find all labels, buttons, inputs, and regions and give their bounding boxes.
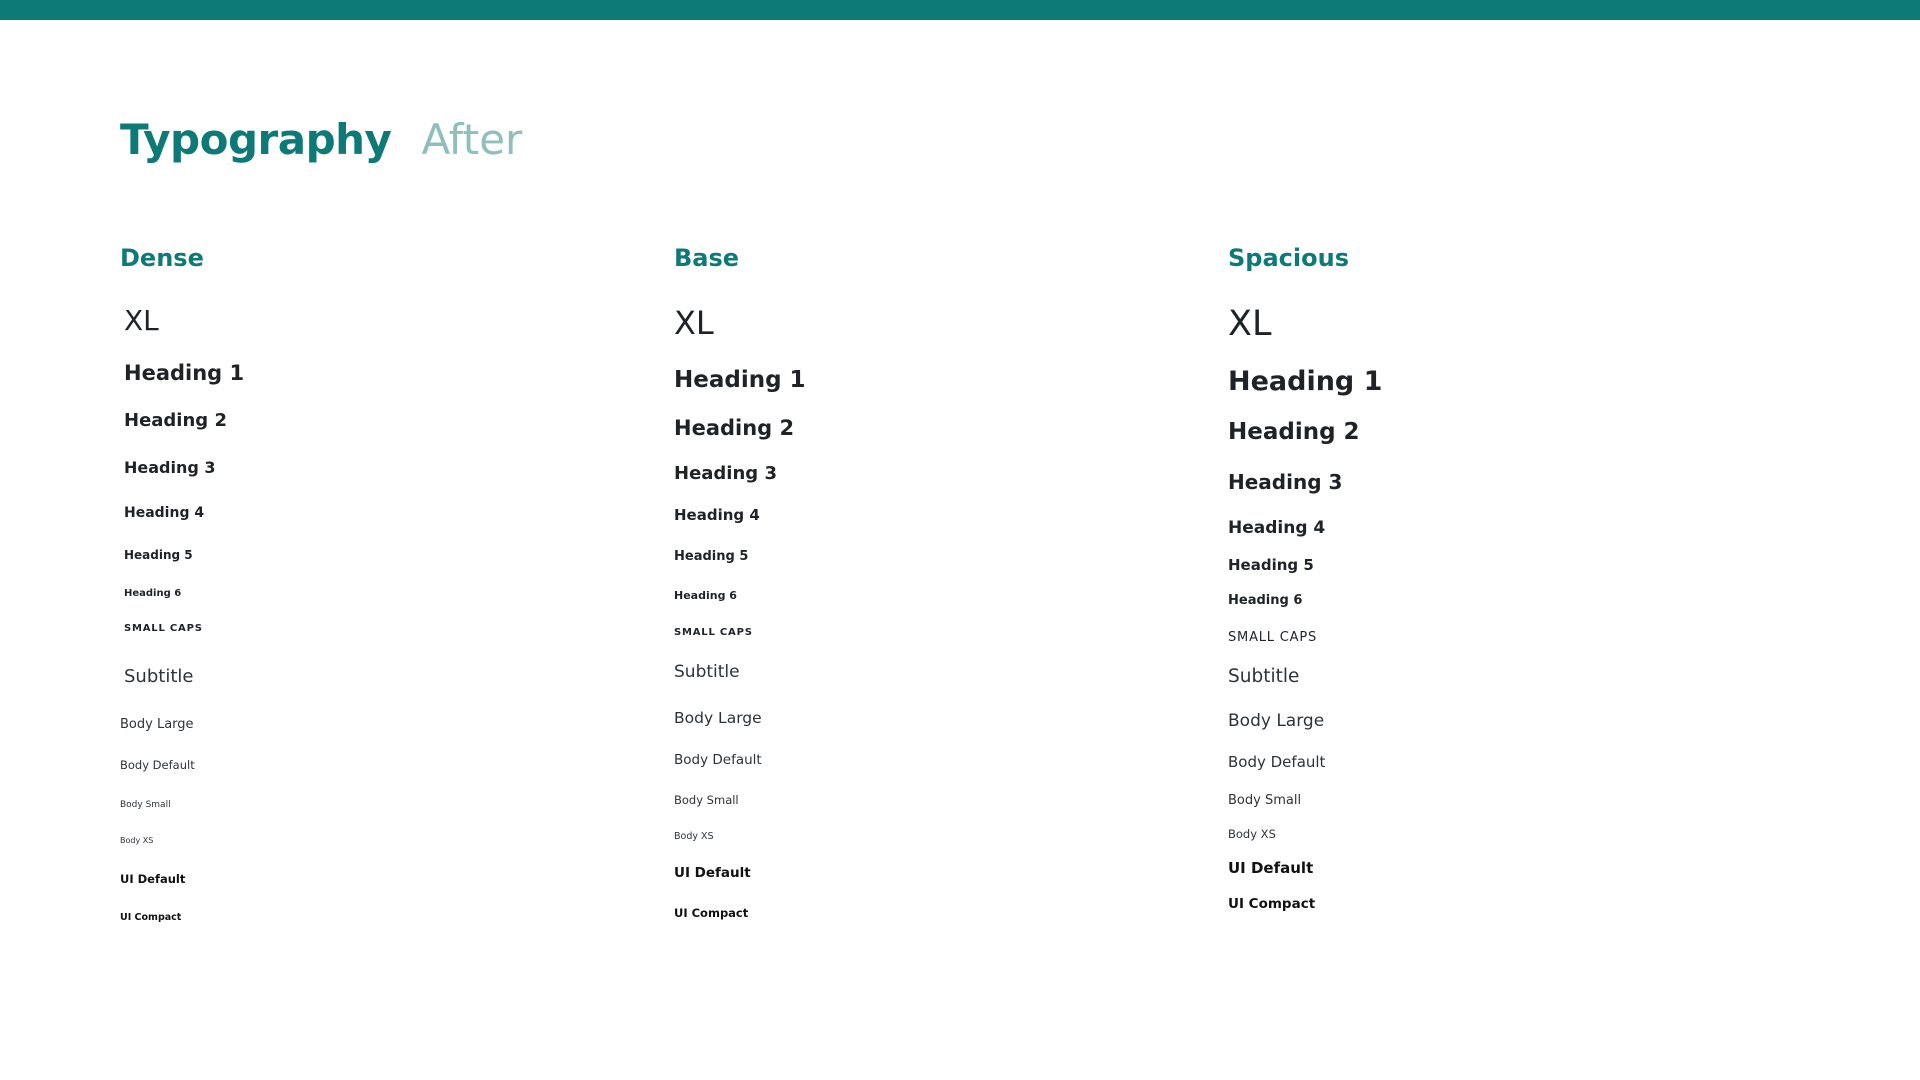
column-heading-spacious: Spacious <box>1228 244 1349 272</box>
sample-body-large: Body Large <box>674 709 762 727</box>
sample-heading-6: Heading 6 <box>124 588 182 599</box>
sample-ui-default: UI Default <box>1228 859 1314 877</box>
sample-body-default: Body Default <box>674 752 762 768</box>
sample-ui-compact: UI Compact <box>120 912 182 923</box>
sample-xl: XL <box>124 304 159 337</box>
sample-heading-2: Heading 2 <box>1228 419 1360 445</box>
sample-body-small: Body Small <box>120 800 171 810</box>
sample-subtitle: Subtitle <box>1228 666 1300 687</box>
sample-xl: XL <box>1228 304 1272 344</box>
sample-heading-2: Heading 2 <box>674 416 795 440</box>
sample-small-caps: SMALL CAPS <box>674 627 753 638</box>
sample-heading-3: Heading 3 <box>124 458 216 477</box>
top-accent-bar <box>0 0 1920 20</box>
sample-heading-4: Heading 4 <box>1228 518 1326 538</box>
sample-small-caps: SMALL CAPS <box>124 623 203 634</box>
sample-ui-compact: UI Compact <box>674 906 749 920</box>
sample-body-large: Body Large <box>120 717 194 732</box>
sample-body-small: Body Small <box>674 793 739 807</box>
sample-body-default: Body Default <box>1228 753 1326 771</box>
sample-subtitle: Subtitle <box>674 662 740 682</box>
sample-subtitle: Subtitle <box>124 666 194 687</box>
sample-heading-5: Heading 5 <box>1228 556 1314 574</box>
sample-body-default: Body Default <box>120 758 195 772</box>
page-title-row <box>120 115 522 175</box>
sample-heading-6: Heading 6 <box>674 589 737 602</box>
sample-heading-1: Heading 1 <box>124 361 245 385</box>
sample-xl: XL <box>674 304 714 342</box>
sample-ui-compact: UI Compact <box>1228 896 1316 912</box>
sample-heading-3: Heading 3 <box>674 463 777 484</box>
sample-heading-4: Heading 4 <box>674 506 760 524</box>
sample-heading-5: Heading 5 <box>674 549 749 564</box>
page-subtitle: After <box>421 115 523 164</box>
sample-heading-1: Heading 1 <box>1228 366 1383 397</box>
sample-ui-default: UI Default <box>674 865 751 881</box>
sample-heading-3: Heading 3 <box>1228 470 1343 494</box>
sample-heading-6: Heading 6 <box>1228 593 1303 608</box>
sample-heading-5: Heading 5 <box>124 548 193 562</box>
sample-body-small: Body Small <box>1228 793 1302 808</box>
sample-heading-2: Heading 2 <box>124 410 227 431</box>
column-heading-base: Base <box>674 244 740 272</box>
sample-body-xs: Body XS <box>1228 827 1276 841</box>
sample-heading-4: Heading 4 <box>124 505 205 521</box>
sample-small-caps: SMALL CAPS <box>1228 630 1318 645</box>
sample-body-large: Body Large <box>1228 711 1325 731</box>
sample-heading-1: Heading 1 <box>674 367 806 393</box>
sample-body-xs: Body XS <box>120 836 154 845</box>
sample-ui-default: UI Default <box>120 872 186 886</box>
page-title: Typography <box>120 115 392 164</box>
column-heading-dense: Dense <box>120 244 204 272</box>
sample-body-xs: Body XS <box>674 831 714 842</box>
